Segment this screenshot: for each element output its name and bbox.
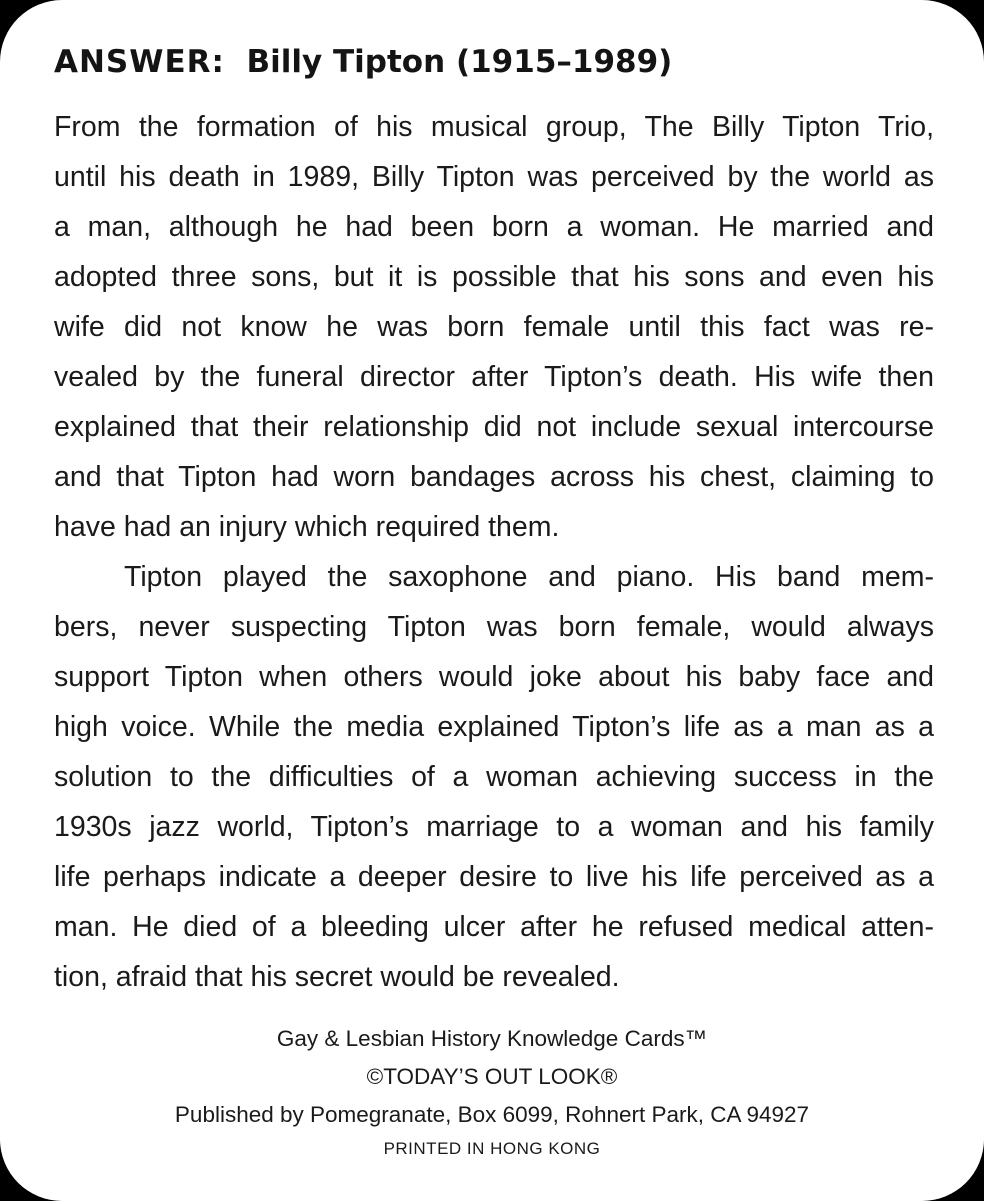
card-heading: [54, 40, 672, 84]
text-line: vealed by the funeral director after Tipton’s death. His wife then: [54, 361, 934, 393]
text-line: a man, although he had been born a woman. He married and: [54, 211, 934, 243]
text-line: adopted three sons, but it is possible that his sons and even his: [54, 261, 934, 293]
copyright-line: ©TODAY’S OUT LOOK®: [366, 1064, 618, 1089]
card-body: [54, 102, 934, 1002]
text-line: tion, afraid that his secret would be revealed.: [54, 961, 620, 993]
text-line: explained that their relationship did not include sexual intercourse: [54, 411, 934, 443]
paragraph-2: [54, 552, 934, 1002]
text-line: wife did not know he was born female until this fact was re-: [54, 311, 934, 343]
answer-title: Billy Tipton (1915–1989): [246, 44, 673, 80]
text-line: and that Tipton had worn bandages across his chest, claiming to: [54, 461, 934, 493]
text-line: From the formation of his musical group, The Billy Tipton Trio,: [54, 111, 934, 143]
text-line: until his death in 1989, Billy Tipton was perceived by the world as: [54, 161, 934, 193]
text-line: Tipton played the saxophone and piano. His band mem-: [124, 561, 934, 593]
text-line: 1930s jazz world, Tipton’s marriage to a woman and his family: [54, 811, 934, 843]
text-line: man. He died of a bleeding ulcer after he refused medical atten-: [54, 911, 934, 943]
text-line: have had an injury which required them.: [54, 511, 560, 543]
answer-label: ANSWER:: [54, 44, 225, 80]
text-line: high voice. While the media explained Tipton’s life as a man as a: [54, 711, 934, 743]
text-line: life perhaps indicate a deeper desire to live his life perceived as a: [54, 861, 934, 893]
printed-in-line: PRINTED IN HONG KONG: [383, 1139, 601, 1158]
card-footer: [0, 1020, 984, 1164]
series-name: Gay & Lesbian History Knowledge Cards™: [276, 1026, 708, 1051]
publisher-line: Published by Pomegranate, Box 6099, Rohnert Park, CA 94927: [174, 1102, 810, 1127]
text-line: solution to the difficulties of a woman achieving success in the: [54, 761, 934, 793]
text-line: bers, never suspecting Tipton was born female, would always: [54, 611, 934, 643]
paragraph-1: [54, 102, 934, 552]
text-line: support Tipton when others would joke about his baby face and: [54, 661, 934, 693]
